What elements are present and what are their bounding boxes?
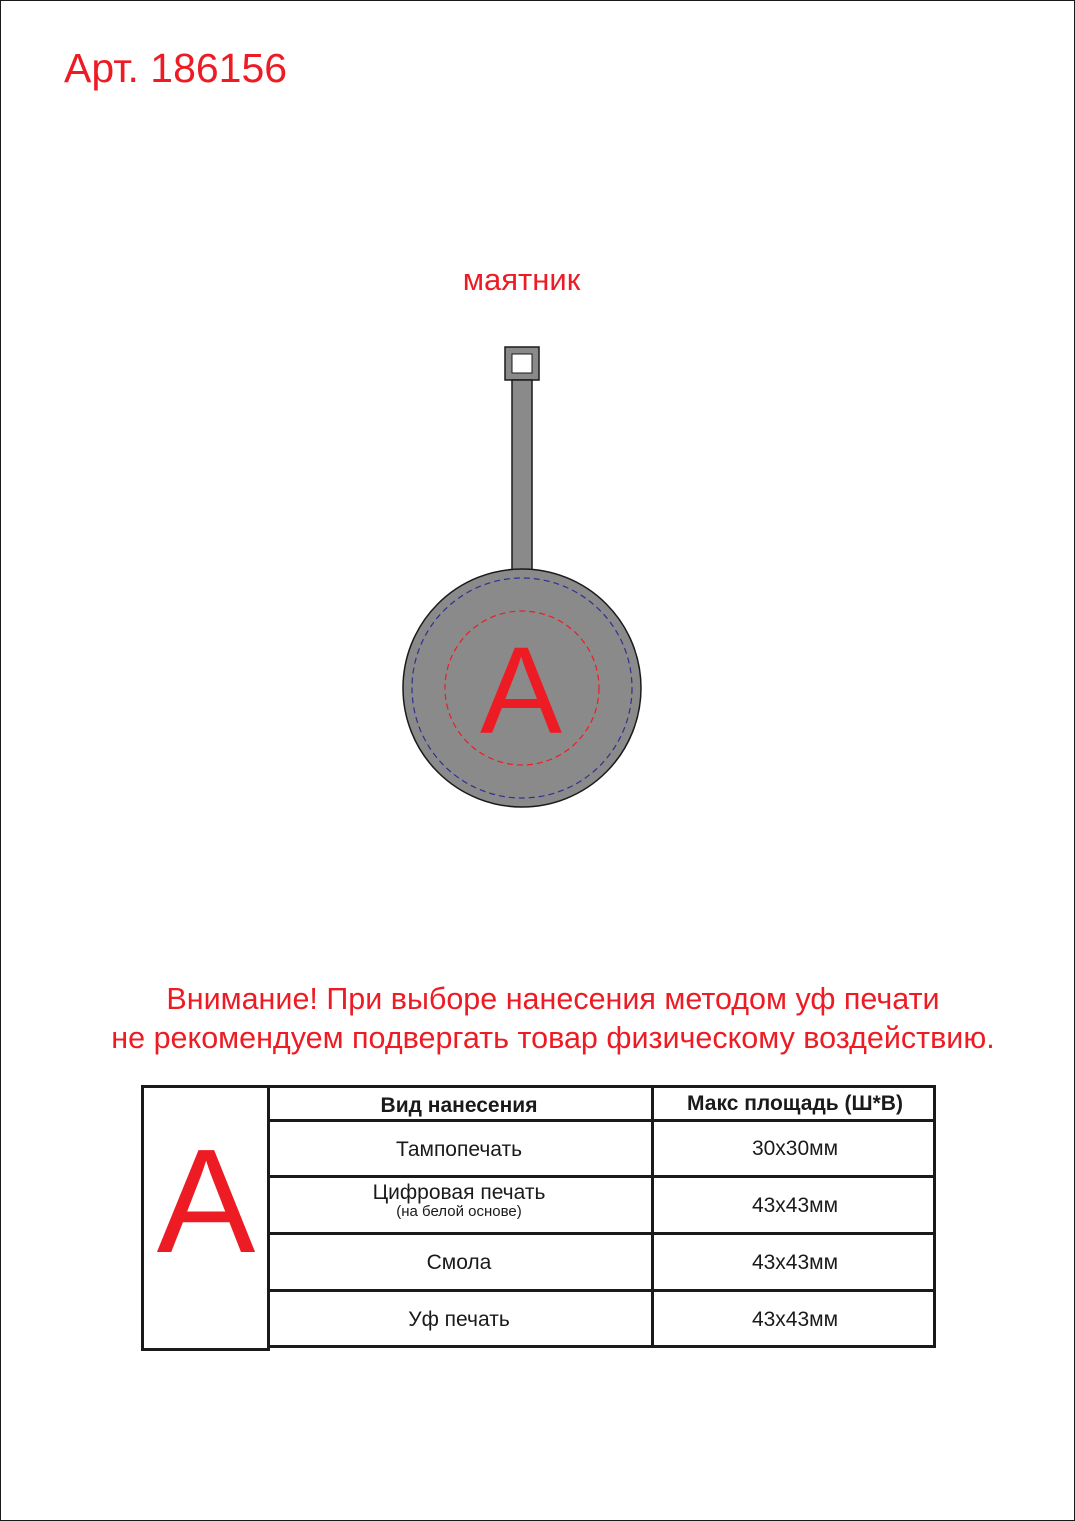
print-methods-table [141, 1084, 936, 1350]
warning-line-2: не рекомендуем подвергать товар физическому воздействию. [111, 1021, 995, 1055]
row-area: 43х43мм [751, 1194, 839, 1217]
loop-hole [512, 354, 532, 373]
row-method: Уф печать [408, 1308, 510, 1331]
zone-letter: A [156, 1119, 256, 1284]
warning-text [0, 980, 1075, 1058]
product-name: маятник [462, 262, 581, 297]
row-area: 43х43мм [751, 1308, 839, 1331]
table-header-row [267, 1088, 936, 1119]
stem-joint [513, 570, 531, 582]
table-bottom-border [267, 1345, 936, 1348]
row-method-cell [267, 1178, 651, 1232]
row-method: Цифровая печать [372, 1181, 546, 1204]
header-area: Макс площадь (Ш*В) [687, 1092, 903, 1115]
row-method-note: (на белой основе) [396, 1203, 522, 1220]
row-area: 30х30мм [751, 1137, 839, 1160]
zone-cell [141, 1085, 270, 1351]
pendulum-stem [512, 380, 532, 580]
table-row [267, 1292, 936, 1345]
warning-line-1: Внимание! При выборе нанесения методом уф печати [166, 982, 940, 1016]
table-row [267, 1178, 936, 1232]
print-zone-label: A [479, 623, 563, 760]
row-method: Тампопечать [395, 1138, 523, 1161]
table-row [267, 1122, 936, 1175]
row-area: 43х43мм [751, 1251, 839, 1274]
header-method: Вид нанесения [380, 1094, 538, 1117]
row-method: Смола [426, 1251, 492, 1274]
table-row [267, 1235, 936, 1289]
article-number: Арт. 186156 [64, 45, 288, 91]
